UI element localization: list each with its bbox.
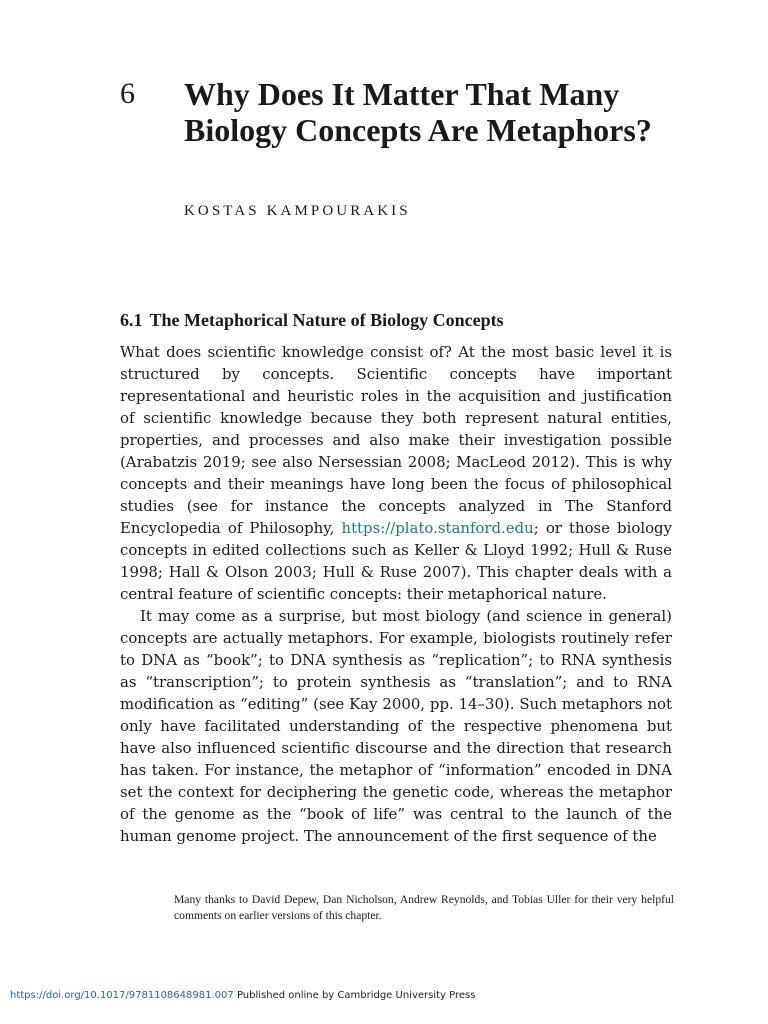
section-number: 6.1 bbox=[120, 310, 143, 330]
chapter-author: KOSTAS KAMPOURAKIS bbox=[184, 203, 411, 219]
body-text bbox=[120, 341, 672, 847]
paragraph-1 bbox=[120, 341, 672, 605]
footnote: Many thanks to David Depew, Dan Nicholson, Andrew Reynolds, and Tobias Uller for their very helpful comments on earlier versions of this chapter. bbox=[174, 893, 674, 922]
paragraph-2: It may come as a surprise, but most biology (and science in general) concepts are actually metaphors. For example, biologists routinely refer to DNA as “book”; to DNA synthesis as “replication”; to RNA synthesis as “transcription”; to protein synthesis as “translation”; and to RNA modification as “editing” (see Kay 2000, pp. 14–30). Such metaphors not only have facilitated understanding of the respective phenomena but have also influenced scientific discourse and the direction that research has taken. For instance, the metaphor of “information” encoded in DNA set the context for deciphering the genetic code, whereas the metaphor of the genome as the “book of life” was central to the launch of the human genome project. The announcement of the first sequence of the bbox=[120, 607, 672, 845]
doi-link[interactable]: https://doi.org/10.1017/9781108648981.007 bbox=[10, 990, 234, 1001]
section-title: The Metaphorical Nature of Biology Concepts bbox=[149, 310, 504, 330]
section-heading bbox=[120, 309, 504, 331]
publisher-note: Published online by Cambridge University Press bbox=[236, 990, 476, 1001]
paragraph-1-text-a: What does scientific knowledge consist of? At the most basic level it is structured by concepts. Scientific concepts have important representational and heuristic roles in the acquisition and justification of scientific knowledge because they both represent natural entities, properties, and processes and also make their investigation possible (Arabatzis 2019; see also Nersessian 2008; MacLeod 2012). This is why concepts and their meanings have long been the focus of philosophical studies (see for instance the concepts analyzed in The Stanford Encyclopedia of Philosophy, bbox=[120, 343, 672, 537]
chapter-title: Why Does It Matter That Many Biology Concepts Are Metaphors? bbox=[184, 76, 652, 148]
stanford-encyclopedia-link[interactable]: https://plato.stanford.edu bbox=[341, 519, 534, 537]
page-footer bbox=[10, 990, 475, 1001]
chapter-number: 6 bbox=[120, 77, 135, 110]
paragraph-1-text-b: ; or those biology concepts in edited collections such as Keller & Lloyd 1992; Hull & Ruse 1998; Hall & Olson 2003; Hull & Ruse 2007). This chapter deals with a central feature of scientific concepts: their metaphorical nature. bbox=[120, 519, 672, 603]
